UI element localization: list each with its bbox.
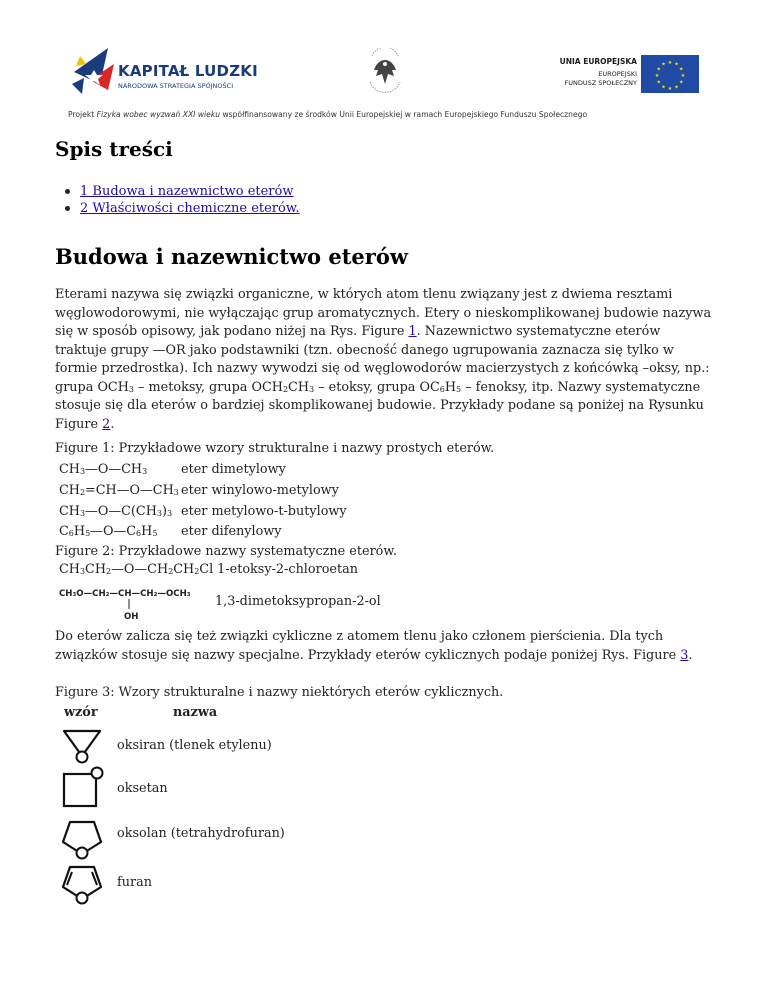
p1-text: . Nazewnictwo systematyczne eterów traktuje grupy —OR jako podstawniki (tzn. obecność danego ugrupowania zaznacza się tylko w formie przedrostka). Ich nazwy wywodzi się od węglowodorów macierzystych z końcówką –oksy, np.: grupa OCH	[55, 324, 710, 395]
paragraph-cyclic	[55, 628, 715, 665]
svg-text:★: ★	[654, 73, 660, 79]
p1-text: H	[444, 379, 457, 395]
ether-formula: $CH_3—O—C(CH_3)_3$	[59, 503, 173, 519]
eu-title: UNIA EUROPEJSKA	[559, 57, 637, 66]
svg-text:★: ★	[667, 86, 673, 92]
ether-name: eter dimetylowy	[181, 462, 286, 477]
dimethoxypropanol-structure-icon	[58, 586, 208, 622]
figure-3-caption: Figure 3: Wzory strukturalne i nazwy niektórych eterów cyklicznych.	[55, 685, 504, 700]
toc-item	[60, 200, 300, 217]
toc-link-1[interactable]: 1 Budowa i nazewnictwo eterów	[80, 184, 294, 199]
p1-text: CH	[288, 379, 309, 395]
p1-text: – metoksy, grupa OCH	[133, 379, 283, 395]
project-prefix: Projekt	[68, 110, 97, 119]
figure-ref-1[interactable]: 1	[408, 324, 417, 339]
svg-text:CH₃O—CH₂—CH—CH₂—OCH₃: CH₃O—CH₂—CH—CH₂—OCH₃	[59, 589, 191, 599]
svg-text:★: ★	[678, 66, 684, 73]
ring-name: furan	[117, 875, 152, 890]
p1-sub: 5	[456, 384, 462, 394]
p2-text: Do eterów zalicza się też związki cykliczne z atomem tlenu jako członem pierścienia. Dla tych związków stosuje się nazwy specjalne. Przykłady eterów cyklicznych podaje poniżej Rys. Figure	[55, 629, 681, 663]
figure-ref-3[interactable]: 3	[680, 647, 689, 663]
p1-text: .	[110, 416, 115, 432]
column-header-formula: wzór	[64, 705, 98, 720]
toc-link-2[interactable]: 2 Właściwości chemiczne eterów.	[80, 201, 300, 216]
p1-sub: 2	[282, 384, 289, 394]
ether-name: eter difenylowy	[181, 524, 282, 540]
project-banner	[0, 0, 768, 128]
svg-text:★: ★	[674, 61, 679, 68]
section-heading: Budowa i nazewnictwo eterów	[55, 244, 408, 269]
project-title: Fizyka wobec wyzwań XXI wieku	[96, 110, 221, 119]
figure-2-row	[59, 562, 358, 577]
kapital-ludzki-subtitle: NARODOWA STRATEGIA SPÓJNOŚCI	[118, 82, 234, 90]
paragraph-intro	[55, 286, 715, 434]
ring-name: oksolan (tetrahydrofuran)	[117, 826, 285, 841]
p2-text: .	[688, 647, 693, 663]
svg-text:★: ★	[661, 84, 666, 91]
ether-name: eter winylowo-metylowy	[181, 482, 339, 498]
p1-sub: 6	[439, 384, 445, 394]
oxirane-icon	[59, 725, 105, 765]
p1-text: Eterami nazywa się związki organiczne, w których atom tlenu związany jest z dwiema resztami węglowodorowymi, nie wyłączając grup aromatycznych. Etery o nieskomplikowanej budowie nazywa się w sposób opisowy, jak podano niżej na Rys. Figure	[55, 287, 712, 339]
toc-title: Spis treści	[55, 137, 173, 161]
svg-text:★: ★	[674, 84, 679, 91]
svg-text:★: ★	[656, 66, 662, 73]
project-suffix: współfinansowany ze środków Unii Europejskiej w ramach Europejskiego Funduszu Społecznego	[220, 110, 588, 119]
svg-text:★: ★	[680, 73, 686, 79]
furan-icon	[59, 861, 105, 907]
eu-subtitle-2: FUNDUSZ SPOŁECZNY	[564, 79, 637, 87]
svg-text:OH: OH	[124, 612, 139, 622]
oxetane-icon	[59, 765, 105, 813]
toc-item	[60, 183, 300, 200]
university-seal-icon	[364, 48, 406, 94]
column-header-name: nazwa	[173, 705, 218, 720]
svg-text:★: ★	[661, 61, 666, 68]
table-of-contents	[60, 183, 300, 217]
kapital-ludzki-title: KAPITAŁ LUDZKI	[118, 62, 258, 80]
kapital-ludzki-logo	[70, 44, 120, 96]
ether-name: 1,3-dimetoksypropan-2-ol	[215, 594, 381, 609]
figure-2-caption: Figure 2: Przykładowe nazwy systematyczne eterów.	[55, 544, 397, 559]
ether-formula: $CH_2=CH—O—CH_3$	[59, 482, 179, 498]
p1-sub: 3	[309, 384, 315, 394]
eu-flag-icon	[641, 55, 699, 93]
ring-name: oksiran (tlenek etylenu)	[117, 738, 272, 753]
svg-text:★: ★	[656, 79, 662, 86]
p1-sub: 3	[128, 384, 134, 394]
svg-text:★: ★	[678, 79, 684, 86]
oxolane-icon	[59, 816, 105, 860]
ether-formula: $CH_3CH_2—O—CH_2CH_2Cl$	[59, 562, 214, 577]
ether-name: eter metylowo-t-butylowy	[181, 503, 347, 519]
ring-name: oksetan	[117, 781, 168, 796]
figure-1-caption: Figure 1: Przykładowe wzory strukturalne i nazwy prostych eterów.	[55, 441, 495, 456]
ether-name: 1-etoksy-2-chloroetan	[217, 562, 359, 577]
svg-text:★: ★	[667, 60, 673, 66]
ether-formula: $CH_3—O—CH_3$	[59, 462, 148, 477]
eu-subtitle-1: EUROPEJSKI	[598, 70, 637, 78]
figure-ref-2[interactable]: 2	[102, 416, 111, 432]
project-statement	[68, 110, 708, 119]
p1-text: – fenoksy, itp. Nazwy systematyczne stosuje się dla eterów o bardziej skomplikowanej budowie. Przykłady podane są poniżej na Rysunku Figure	[55, 379, 704, 432]
ether-formula: $C_6H_5—O—C_6H_5$	[59, 524, 158, 540]
p1-text: – etoksy, grupa OC	[314, 379, 440, 395]
